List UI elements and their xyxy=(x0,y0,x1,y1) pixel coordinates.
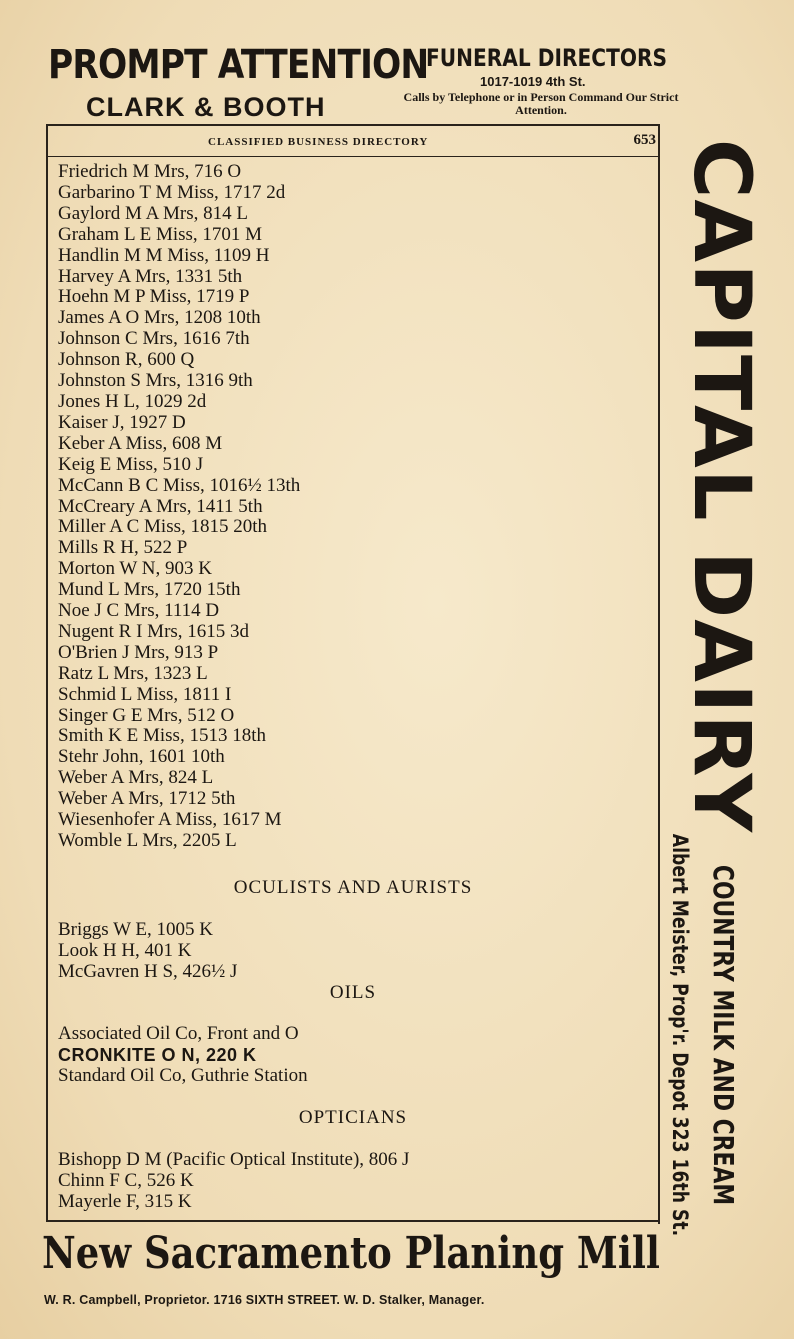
list-item: Wiesenhofer A Miss, 1617 M xyxy=(58,809,282,831)
ad-funeral-address: 1017-1019 4th St. xyxy=(480,74,586,89)
list-item: Briggs W E, 1005 K xyxy=(58,919,213,940)
list-item: McGavren H S, 426½ J xyxy=(58,960,238,982)
list-item: Schmid L Miss, 1811 I xyxy=(58,683,232,705)
list-item: Womble L Mrs, 2205 L xyxy=(58,830,237,851)
list-item: Gaylord M A Mrs, 814 L xyxy=(58,202,248,224)
list-item: CRONKITE O N, 220 K xyxy=(58,1044,257,1065)
list-item: Jones H L, 1029 2d xyxy=(58,390,207,412)
list-item: Mills R H, 522 P xyxy=(58,537,188,559)
directory-frame xyxy=(46,124,658,1222)
top-advertisement xyxy=(48,40,688,124)
list-item: O'Brien J Mrs, 913 P xyxy=(58,641,219,663)
bottom-advertisement xyxy=(42,1226,702,1316)
list-item: Associated Oil Co, Front and O xyxy=(58,1023,299,1044)
section-heading-oils: OILS xyxy=(329,982,377,1003)
ad-clark-booth: CLARK & BOOTH xyxy=(86,92,326,122)
list-item: Garbarino T M Miss, 1717 2d xyxy=(58,181,286,203)
section-heading-oculists: OCULISTS AND AURISTS xyxy=(233,877,473,898)
list-item: Smith K E Miss, 1513 18th xyxy=(58,725,266,747)
list-item: Hoehn M P Miss, 1719 P xyxy=(58,286,250,308)
header-title: CLASSIFIED BUSINESS DIRECTORY xyxy=(208,136,429,148)
side-ad-proprietor: Albert Meister, Prop'r. Depot 323 16th St. xyxy=(668,833,692,1237)
list-item: Keig E Miss, 510 J xyxy=(58,453,204,475)
list-item: Mund L Mrs, 1720 15th xyxy=(58,579,241,601)
list-item: Singer G E Mrs, 512 O xyxy=(58,704,235,726)
list-item: Mayerle F, 315 K xyxy=(58,1190,192,1212)
list-item: Look H H, 401 K xyxy=(58,939,192,961)
list-item: Friedrich M Mrs, 716 O xyxy=(58,161,242,182)
list-item: Johnson C Mrs, 1616 7th xyxy=(58,328,250,350)
section-heading-opticians: OPTICIANS xyxy=(298,1107,408,1128)
side-ad-proprietor-block xyxy=(662,833,698,1237)
list-item: Johnson R, 600 Q xyxy=(58,349,195,371)
list-item: Standard Oil Co, Guthrie Station xyxy=(58,1064,308,1086)
ad-funeral-calls: Calls by Telephone or in Person Command Our Strict Attention. xyxy=(403,90,679,117)
list-item: Nugent R I Mrs, 1615 3d xyxy=(58,620,250,642)
list-item: Stehr John, 1601 10th xyxy=(58,746,225,768)
ad-funeral-directors: FUNERAL DIRECTORS xyxy=(426,44,668,72)
ad-planing-mill-details: W. R. Campbell, Proprietor. 1716 SIXTH STREET. W. D. Stalker, Manager. xyxy=(44,1293,485,1307)
list-item: Miller A C Miss, 1815 20th xyxy=(58,516,268,538)
list-item: Weber A Mrs, 824 L xyxy=(58,767,214,789)
list-item: Bishopp D M (Pacific Optical Institute), 806 J xyxy=(58,1149,410,1170)
list-item: Morton W N, 903 K xyxy=(58,558,212,580)
list-item: James A O Mrs, 1208 10th xyxy=(58,307,261,329)
side-ad-subtitle: COUNTRY MILK AND CREAM xyxy=(707,864,740,1206)
oils-list xyxy=(58,1024,648,1087)
list-item: McCreary A Mrs, 1411 5th xyxy=(58,495,263,517)
page-number: 653 xyxy=(633,132,656,148)
list-item: Weber A Mrs, 1712 5th xyxy=(58,788,236,810)
ad-prompt-attention: PROMPT ATTENTION xyxy=(48,42,429,88)
list-item: Kaiser J, 1927 D xyxy=(58,411,186,433)
continued-entries-list xyxy=(58,162,648,852)
side-ad-capital-dairy xyxy=(660,126,782,846)
side-ad-title: CAPITAL DAIRY xyxy=(676,138,766,834)
list-item: McCann B C Miss, 1016½ 13th xyxy=(58,474,301,496)
list-item: Harvey A Mrs, 1331 5th xyxy=(58,265,243,287)
list-item: Handlin M M Miss, 1109 H xyxy=(58,244,270,266)
list-item: Noe J C Mrs, 1114 D xyxy=(58,600,220,622)
oculists-list xyxy=(58,920,648,983)
page-header xyxy=(48,126,658,157)
list-item: Chinn F C, 526 K xyxy=(58,1169,194,1191)
list-item: Keber A Miss, 608 M xyxy=(58,432,223,454)
list-item: Johnston S Mrs, 1316 9th xyxy=(58,370,253,392)
list-item: Graham L E Miss, 1701 M xyxy=(58,223,263,245)
ad-planing-mill: New Sacramento Planing Mill xyxy=(42,1228,660,1279)
opticians-list xyxy=(58,1150,648,1213)
side-ad-country-block xyxy=(700,846,746,1224)
list-item: Ratz L Mrs, 1323 L xyxy=(58,662,208,684)
